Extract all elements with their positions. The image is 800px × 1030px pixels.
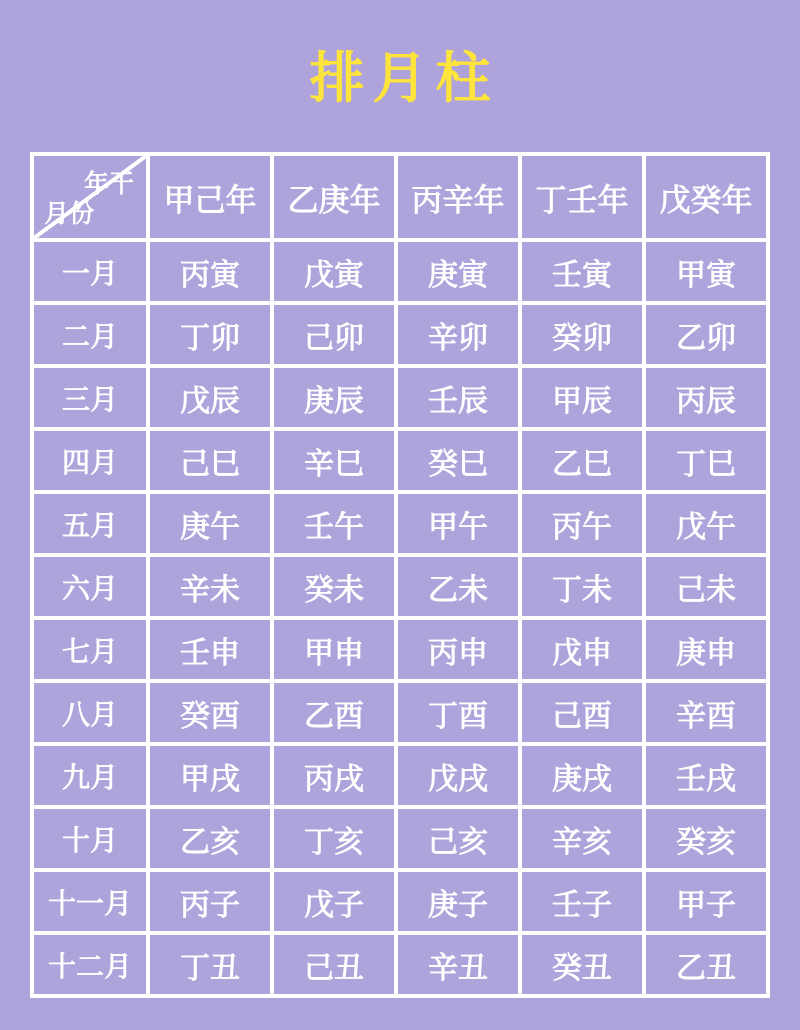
month-cell: 八月 bbox=[32, 681, 148, 744]
pillar-cell: 癸未 bbox=[272, 555, 396, 618]
pillar-cell: 丁酉 bbox=[396, 681, 520, 744]
page-title: 排月柱 bbox=[309, 47, 499, 109]
pillar-cell: 乙巳 bbox=[520, 429, 644, 492]
pillar-cell: 甲辰 bbox=[520, 366, 644, 429]
pillar-cell: 丙戌 bbox=[272, 744, 396, 807]
pillar-cell: 戊午 bbox=[644, 492, 768, 555]
pillar-cell: 辛卯 bbox=[396, 303, 520, 366]
table-row bbox=[32, 303, 768, 366]
pillar-cell: 辛酉 bbox=[644, 681, 768, 744]
pillar-cell: 己卯 bbox=[272, 303, 396, 366]
pillar-cell: 壬午 bbox=[272, 492, 396, 555]
pillar-cell: 甲申 bbox=[272, 618, 396, 681]
pillar-cell: 丁亥 bbox=[272, 807, 396, 870]
header-row bbox=[32, 154, 768, 240]
pillar-cell: 丙子 bbox=[148, 870, 272, 933]
pillar-cell: 己未 bbox=[644, 555, 768, 618]
pillar-cell: 乙丑 bbox=[644, 933, 768, 996]
pillar-cell: 庚寅 bbox=[396, 240, 520, 303]
pillar-cell: 戊寅 bbox=[272, 240, 396, 303]
table-row bbox=[32, 870, 768, 933]
year-column-header: 甲己年 bbox=[148, 154, 272, 240]
corner-year-stem-label: 年干 bbox=[83, 170, 134, 198]
pillar-cell: 己丑 bbox=[272, 933, 396, 996]
pillar-cell: 甲戌 bbox=[148, 744, 272, 807]
pillar-cell: 壬寅 bbox=[520, 240, 644, 303]
pillar-cell: 壬辰 bbox=[396, 366, 520, 429]
pillar-cell: 乙亥 bbox=[148, 807, 272, 870]
pillar-cell: 庚午 bbox=[148, 492, 272, 555]
pillar-cell: 丁未 bbox=[520, 555, 644, 618]
month-pillar-table bbox=[30, 152, 770, 998]
pillar-cell: 甲寅 bbox=[644, 240, 768, 303]
pillar-cell: 壬申 bbox=[148, 618, 272, 681]
corner-month-label: 月份 bbox=[44, 200, 95, 228]
table-row bbox=[32, 492, 768, 555]
pillar-cell: 甲子 bbox=[644, 870, 768, 933]
month-cell: 十二月 bbox=[32, 933, 148, 996]
pillar-cell: 丁巳 bbox=[644, 429, 768, 492]
year-column-header: 戊癸年 bbox=[644, 154, 768, 240]
pillar-cell: 丁丑 bbox=[148, 933, 272, 996]
table-body bbox=[32, 240, 768, 996]
pillar-cell: 辛丑 bbox=[396, 933, 520, 996]
pillar-cell: 癸酉 bbox=[148, 681, 272, 744]
pillar-cell: 戊辰 bbox=[148, 366, 272, 429]
table-row bbox=[32, 933, 768, 996]
table-row bbox=[32, 555, 768, 618]
month-cell: 四月 bbox=[32, 429, 148, 492]
table-row bbox=[32, 240, 768, 303]
month-cell: 三月 bbox=[32, 366, 148, 429]
month-cell: 七月 bbox=[32, 618, 148, 681]
pillar-cell: 丙寅 bbox=[148, 240, 272, 303]
year-column-header: 乙庚年 bbox=[272, 154, 396, 240]
pillar-cell: 甲午 bbox=[396, 492, 520, 555]
pillar-cell: 戊戌 bbox=[396, 744, 520, 807]
pillar-cell: 壬子 bbox=[520, 870, 644, 933]
pillar-cell: 庚子 bbox=[396, 870, 520, 933]
pillar-cell: 丙午 bbox=[520, 492, 644, 555]
table-row bbox=[32, 807, 768, 870]
pillar-cell: 丁卯 bbox=[148, 303, 272, 366]
pillar-cell: 癸丑 bbox=[520, 933, 644, 996]
pillar-cell: 壬戌 bbox=[644, 744, 768, 807]
table-row bbox=[32, 366, 768, 429]
pillar-cell: 辛亥 bbox=[520, 807, 644, 870]
pillar-cell: 丙辰 bbox=[644, 366, 768, 429]
month-cell: 一月 bbox=[32, 240, 148, 303]
year-column-header: 丁壬年 bbox=[520, 154, 644, 240]
table-row bbox=[32, 744, 768, 807]
pillar-cell: 丙申 bbox=[396, 618, 520, 681]
pillar-cell: 己巳 bbox=[148, 429, 272, 492]
pillar-cell: 戊申 bbox=[520, 618, 644, 681]
pillar-cell: 己酉 bbox=[520, 681, 644, 744]
pillar-cell: 庚辰 bbox=[272, 366, 396, 429]
pillar-cell: 乙酉 bbox=[272, 681, 396, 744]
table-row bbox=[32, 429, 768, 492]
pillar-cell: 癸巳 bbox=[396, 429, 520, 492]
pillar-cell: 乙卯 bbox=[644, 303, 768, 366]
month-cell: 五月 bbox=[32, 492, 148, 555]
pillar-cell: 癸卯 bbox=[520, 303, 644, 366]
month-cell: 二月 bbox=[32, 303, 148, 366]
pillar-cell: 己亥 bbox=[396, 807, 520, 870]
pillar-cell: 乙未 bbox=[396, 555, 520, 618]
month-cell: 十一月 bbox=[32, 870, 148, 933]
month-cell: 六月 bbox=[32, 555, 148, 618]
pillar-cell: 辛巳 bbox=[272, 429, 396, 492]
month-cell: 十月 bbox=[32, 807, 148, 870]
month-cell: 九月 bbox=[32, 744, 148, 807]
pillar-cell: 辛未 bbox=[148, 555, 272, 618]
pillar-cell: 戊子 bbox=[272, 870, 396, 933]
table-row bbox=[32, 681, 768, 744]
year-column-header: 丙辛年 bbox=[396, 154, 520, 240]
pillar-cell: 癸亥 bbox=[644, 807, 768, 870]
pillar-cell: 庚戌 bbox=[520, 744, 644, 807]
table-row bbox=[32, 618, 768, 681]
pillar-cell: 庚申 bbox=[644, 618, 768, 681]
corner-cell bbox=[32, 154, 148, 240]
